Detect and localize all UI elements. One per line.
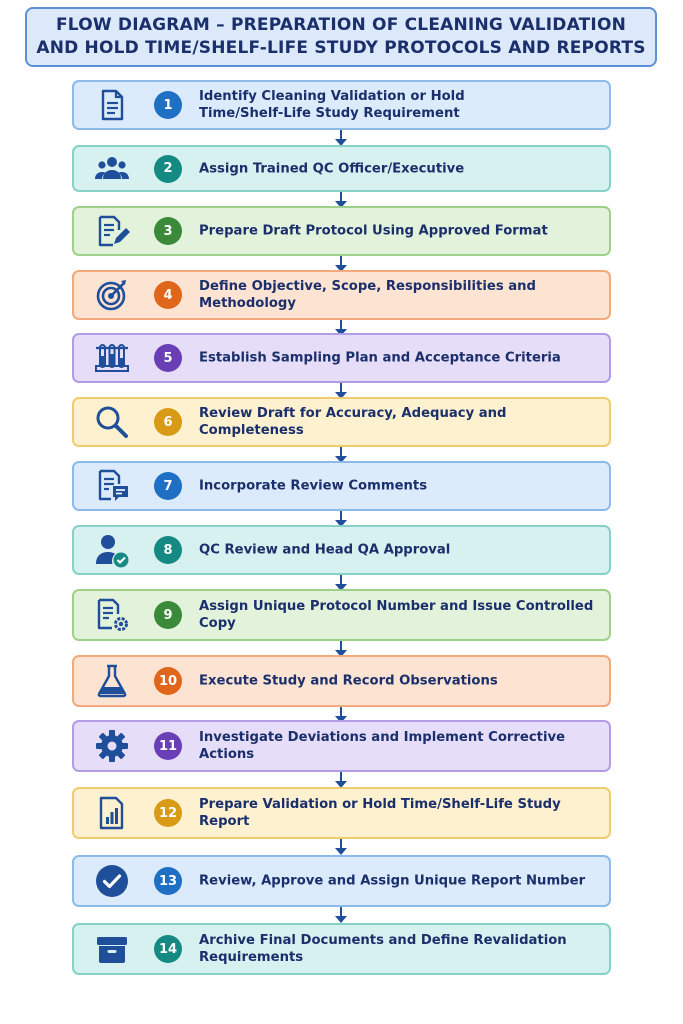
archive-box-icon bbox=[92, 929, 132, 969]
step-number-badge: 4 bbox=[154, 281, 182, 309]
check-circle-icon bbox=[92, 861, 132, 901]
step-number-badge: 8 bbox=[154, 536, 182, 564]
step-label: Review, Approve and Assign Unique Report Number bbox=[199, 873, 586, 889]
step-label: QC Review and Head QA Approval bbox=[199, 542, 451, 558]
step-box-7 bbox=[72, 461, 611, 511]
step-label: Assign Trained QC Officer/Executive bbox=[199, 161, 465, 176]
step-number-badge: 11 bbox=[154, 732, 182, 760]
user-check-icon bbox=[92, 530, 132, 570]
target-icon bbox=[92, 275, 132, 315]
magnifier-icon bbox=[92, 402, 132, 442]
step-box-3 bbox=[72, 206, 611, 256]
step-box-11 bbox=[72, 720, 611, 772]
step-box-2 bbox=[72, 145, 611, 192]
step-number-badge: 1 bbox=[154, 91, 182, 119]
diagram-title-box bbox=[25, 7, 657, 67]
step-number-badge: 14 bbox=[154, 935, 182, 963]
step-label: Assign Unique Protocol Number and Issue Controlled Copy bbox=[199, 599, 594, 631]
step-box-4 bbox=[72, 270, 611, 320]
step-box-1 bbox=[72, 80, 611, 130]
diagram-title-line-1: FLOW DIAGRAM – PREPARATION OF CLEANING VALIDATION bbox=[55, 15, 627, 35]
step-label: Prepare Draft Protocol Using Approved Format bbox=[199, 223, 548, 239]
step-label: Review Draft for Accuracy, Adequacy and Completeness bbox=[199, 406, 507, 438]
document-gear-icon bbox=[92, 595, 132, 635]
people-icon bbox=[92, 149, 132, 189]
report-chart-icon bbox=[92, 793, 132, 833]
step-label: Archive Final Documents and Define Revalidation Requirements bbox=[199, 933, 567, 965]
step-number-badge: 7 bbox=[154, 472, 182, 500]
document-icon bbox=[92, 85, 132, 125]
step-label: Define Objective, Scope, Responsibilities and Methodology bbox=[199, 279, 536, 311]
step-label: Investigate Deviations and Implement Corrective Actions bbox=[199, 730, 566, 762]
edit-document-icon bbox=[92, 211, 132, 251]
step-box-10 bbox=[72, 655, 611, 707]
step-box-12 bbox=[72, 787, 611, 839]
test-tubes-icon bbox=[92, 338, 132, 378]
step-box-9 bbox=[72, 589, 611, 641]
step-number-badge: 3 bbox=[154, 217, 182, 245]
step-number-badge: 5 bbox=[154, 344, 182, 372]
flask-icon bbox=[92, 661, 132, 701]
flow-arrow-down bbox=[335, 907, 347, 924]
step-number-badge: 13 bbox=[154, 867, 182, 895]
step-number-badge: 9 bbox=[154, 601, 182, 629]
step-label: Establish Sampling Plan and Acceptance Criteria bbox=[199, 350, 561, 366]
step-label: Execute Study and Record Observations bbox=[199, 673, 498, 689]
step-number-badge: 6 bbox=[154, 408, 182, 436]
diagram-title-line-2: AND HOLD TIME/SHELF-LIFE STUDY PROTOCOLS AND REPORTS bbox=[36, 38, 646, 58]
step-number-badge: 10 bbox=[154, 667, 182, 695]
step-number-badge: 2 bbox=[154, 155, 182, 183]
comment-document-icon bbox=[92, 466, 132, 506]
step-box-6 bbox=[72, 397, 611, 447]
step-box-8 bbox=[72, 525, 611, 575]
step-box-13 bbox=[72, 855, 611, 907]
step-number-badge: 12 bbox=[154, 799, 182, 827]
step-label: Incorporate Review Comments bbox=[199, 478, 428, 494]
step-box-14 bbox=[72, 923, 611, 975]
step-box-5 bbox=[72, 333, 611, 383]
flow-arrow-down bbox=[335, 839, 347, 856]
step-label: Prepare Validation or Hold Time/Shelf-Life Study Report bbox=[199, 797, 561, 829]
step-label: Identify Cleaning Validation or Hold Time/Shelf-Life Study Requirement bbox=[199, 89, 465, 121]
gear-icon bbox=[92, 726, 132, 766]
